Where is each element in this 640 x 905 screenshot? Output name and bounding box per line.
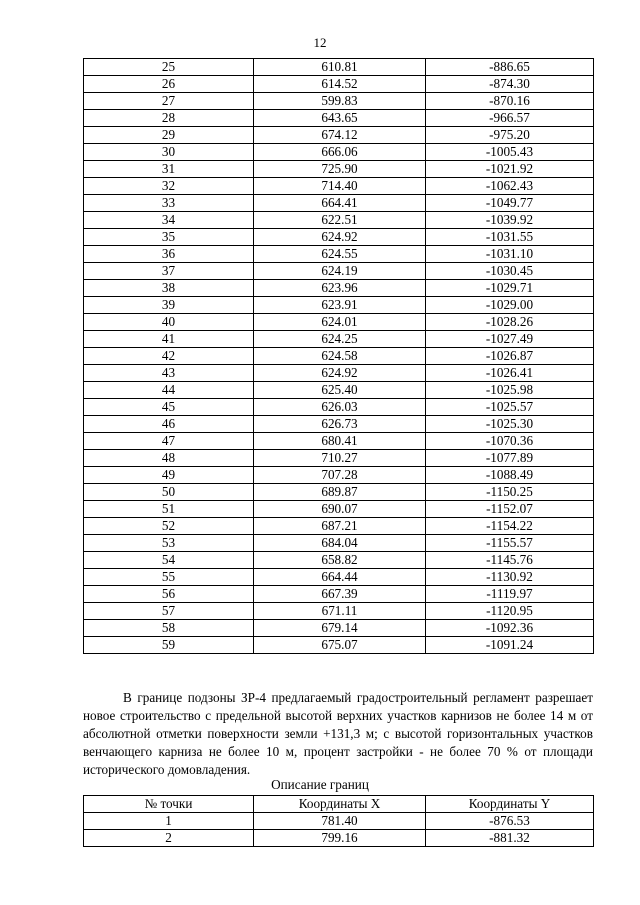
coordinate-x-cell: 689.87 — [254, 484, 426, 501]
point-number-cell: 36 — [84, 246, 254, 263]
table-row — [84, 212, 594, 229]
point-number-cell: 41 — [84, 331, 254, 348]
point-number-cell: 50 — [84, 484, 254, 501]
table-row — [84, 178, 594, 195]
coordinate-y-cell: -1026.87 — [426, 348, 594, 365]
table-row — [84, 280, 594, 297]
table-row — [84, 416, 594, 433]
coordinate-x-cell: 610.81 — [254, 59, 426, 76]
table-row — [84, 314, 594, 331]
coordinate-y-cell: -1154.22 — [426, 518, 594, 535]
coordinate-x-cell: 623.91 — [254, 297, 426, 314]
point-number-cell: 33 — [84, 195, 254, 212]
coordinate-x-cell: 624.55 — [254, 246, 426, 263]
point-number-cell: 57 — [84, 603, 254, 620]
table-row — [84, 229, 594, 246]
table-row — [84, 76, 594, 93]
point-number-cell: 32 — [84, 178, 254, 195]
coordinate-x-cell: 674.12 — [254, 127, 426, 144]
coordinate-y-cell: -1155.57 — [426, 535, 594, 552]
coordinate-y-cell: -1031.55 — [426, 229, 594, 246]
table-row — [84, 552, 594, 569]
table-row — [84, 637, 594, 654]
coordinate-x-cell: 625.40 — [254, 382, 426, 399]
coordinate-y-cell: -1028.26 — [426, 314, 594, 331]
table-row — [84, 501, 594, 518]
coordinate-x-cell: 658.82 — [254, 552, 426, 569]
coordinate-x-cell: 675.07 — [254, 637, 426, 654]
coordinate-y-cell: -1152.07 — [426, 501, 594, 518]
coordinate-x-cell: 707.28 — [254, 467, 426, 484]
boundary-table — [83, 795, 594, 847]
point-number-cell: 1 — [84, 813, 254, 830]
coordinate-y-cell: -1026.41 — [426, 365, 594, 382]
coordinate-x-cell: 643.65 — [254, 110, 426, 127]
point-number-cell: 31 — [84, 161, 254, 178]
boundary-table-header-row — [84, 796, 594, 813]
table-row — [84, 297, 594, 314]
coordinate-x-cell: 623.96 — [254, 280, 426, 297]
coordinate-x-cell: 690.07 — [254, 501, 426, 518]
point-number-cell: 59 — [84, 637, 254, 654]
coordinate-y-cell: -1029.71 — [426, 280, 594, 297]
coordinate-y-cell: -1025.30 — [426, 416, 594, 433]
header-coordinate-x: Координаты X — [254, 796, 426, 813]
coordinate-x-cell: 666.06 — [254, 144, 426, 161]
coordinate-y-cell: -1021.92 — [426, 161, 594, 178]
point-number-cell: 40 — [84, 314, 254, 331]
coordinate-y-cell: -1150.25 — [426, 484, 594, 501]
table-row — [84, 331, 594, 348]
point-number-cell: 28 — [84, 110, 254, 127]
coordinate-y-cell: -1077.89 — [426, 450, 594, 467]
coordinate-x-cell: 714.40 — [254, 178, 426, 195]
point-number-cell: 51 — [84, 501, 254, 518]
point-number-cell: 26 — [84, 76, 254, 93]
coordinate-y-cell: -1025.57 — [426, 399, 594, 416]
coordinate-x-cell: 664.44 — [254, 569, 426, 586]
coordinates-table-body — [84, 59, 594, 654]
coordinate-y-cell: -1091.24 — [426, 637, 594, 654]
point-number-cell: 53 — [84, 535, 254, 552]
point-number-cell: 55 — [84, 569, 254, 586]
coordinate-y-cell: -1005.43 — [426, 144, 594, 161]
coordinate-y-cell: -1029.00 — [426, 297, 594, 314]
section-heading: Описание границ — [271, 777, 369, 792]
table-row — [84, 365, 594, 382]
table-row — [84, 110, 594, 127]
coordinate-y-cell: -966.57 — [426, 110, 594, 127]
boundary-table-body — [84, 813, 594, 847]
coordinate-x-cell: 710.27 — [254, 450, 426, 467]
table-row — [84, 161, 594, 178]
point-number-cell: 27 — [84, 93, 254, 110]
coordinate-x-cell: 725.90 — [254, 161, 426, 178]
coordinate-x-cell: 671.11 — [254, 603, 426, 620]
coordinate-y-cell: -1120.95 — [426, 603, 594, 620]
page-number: 12 — [313, 35, 327, 50]
table-row — [84, 382, 594, 399]
coordinate-x-cell: 624.92 — [254, 229, 426, 246]
point-number-cell: 47 — [84, 433, 254, 450]
header-point-number: № точки — [84, 796, 254, 813]
table-row — [84, 813, 594, 830]
point-number-cell: 45 — [84, 399, 254, 416]
table-row — [84, 450, 594, 467]
coordinate-x-cell: 680.41 — [254, 433, 426, 450]
coordinate-x-cell: 614.52 — [254, 76, 426, 93]
table-row — [84, 518, 594, 535]
coordinate-y-cell: -975.20 — [426, 127, 594, 144]
table-row — [84, 144, 594, 161]
table-row — [84, 263, 594, 280]
point-number-cell: 29 — [84, 127, 254, 144]
coordinate-y-cell: -1039.92 — [426, 212, 594, 229]
point-number-cell: 43 — [84, 365, 254, 382]
coordinate-y-cell: -876.53 — [426, 813, 594, 830]
table-row — [84, 569, 594, 586]
coordinate-x-cell: 679.14 — [254, 620, 426, 637]
coordinate-y-cell: -1027.49 — [426, 331, 594, 348]
table-row — [84, 348, 594, 365]
coordinate-x-cell: 684.04 — [254, 535, 426, 552]
point-number-cell: 39 — [84, 297, 254, 314]
coordinate-y-cell: -1130.92 — [426, 569, 594, 586]
point-number-cell: 38 — [84, 280, 254, 297]
coordinate-x-cell: 687.21 — [254, 518, 426, 535]
table-row — [84, 59, 594, 76]
coordinate-x-cell: 624.25 — [254, 331, 426, 348]
point-number-cell: 54 — [84, 552, 254, 569]
coordinate-y-cell: -870.16 — [426, 93, 594, 110]
coordinate-y-cell: -1062.43 — [426, 178, 594, 195]
coordinate-y-cell: -1088.49 — [426, 467, 594, 484]
coordinate-y-cell: -874.30 — [426, 76, 594, 93]
point-number-cell: 37 — [84, 263, 254, 280]
point-number-cell: 56 — [84, 586, 254, 603]
point-number-cell: 48 — [84, 450, 254, 467]
table-row — [84, 535, 594, 552]
table-row — [84, 433, 594, 450]
point-number-cell: 34 — [84, 212, 254, 229]
coordinate-x-cell: 799.16 — [254, 830, 426, 847]
point-number-cell: 30 — [84, 144, 254, 161]
point-number-cell: 46 — [84, 416, 254, 433]
table-row — [84, 195, 594, 212]
table-row — [84, 484, 594, 501]
table-row — [84, 467, 594, 484]
coordinate-y-cell: -1092.36 — [426, 620, 594, 637]
point-number-cell: 25 — [84, 59, 254, 76]
coordinate-x-cell: 624.19 — [254, 263, 426, 280]
table-row — [84, 246, 594, 263]
coordinate-x-cell: 626.73 — [254, 416, 426, 433]
table-row — [84, 586, 594, 603]
coordinate-y-cell: -1025.98 — [426, 382, 594, 399]
coordinates-table — [83, 58, 594, 654]
table-row — [84, 399, 594, 416]
coordinate-x-cell: 622.51 — [254, 212, 426, 229]
coordinate-x-cell: 624.58 — [254, 348, 426, 365]
coordinate-x-cell: 626.03 — [254, 399, 426, 416]
table-row — [84, 830, 594, 847]
coordinate-x-cell: 667.39 — [254, 586, 426, 603]
coordinate-y-cell: -1145.76 — [426, 552, 594, 569]
point-number-cell: 35 — [84, 229, 254, 246]
coordinate-y-cell: -1030.45 — [426, 263, 594, 280]
coordinate-y-cell: -881.32 — [426, 830, 594, 847]
coordinate-y-cell: -1070.36 — [426, 433, 594, 450]
header-coordinate-y: Координаты Y — [426, 796, 594, 813]
table-row — [84, 93, 594, 110]
point-number-cell: 2 — [84, 830, 254, 847]
point-number-cell: 52 — [84, 518, 254, 535]
coordinate-x-cell: 624.01 — [254, 314, 426, 331]
coordinate-y-cell: -1049.77 — [426, 195, 594, 212]
coordinate-y-cell: -886.65 — [426, 59, 594, 76]
table-row — [84, 603, 594, 620]
table-row — [84, 127, 594, 144]
regulation-paragraph: В границе подзоны ЗР-4 предлагаемый градостроительный регламент разрешает новое строительство с предельной высотой верхних участков карнизов не более 14 м от абсолютной отметки поверхности земли +131,3 м; с высотой горизонтальных участков венчающего карниза не более 10 м, процент застройки - не более 70 % от площади исторического домовладения. — [83, 690, 593, 777]
coordinate-x-cell: 624.92 — [254, 365, 426, 382]
point-number-cell: 44 — [84, 382, 254, 399]
point-number-cell: 49 — [84, 467, 254, 484]
point-number-cell: 58 — [84, 620, 254, 637]
table-row — [84, 620, 594, 637]
coordinate-x-cell: 599.83 — [254, 93, 426, 110]
coordinate-x-cell: 781.40 — [254, 813, 426, 830]
coordinate-y-cell: -1119.97 — [426, 586, 594, 603]
coordinate-x-cell: 664.41 — [254, 195, 426, 212]
point-number-cell: 42 — [84, 348, 254, 365]
coordinate-y-cell: -1031.10 — [426, 246, 594, 263]
